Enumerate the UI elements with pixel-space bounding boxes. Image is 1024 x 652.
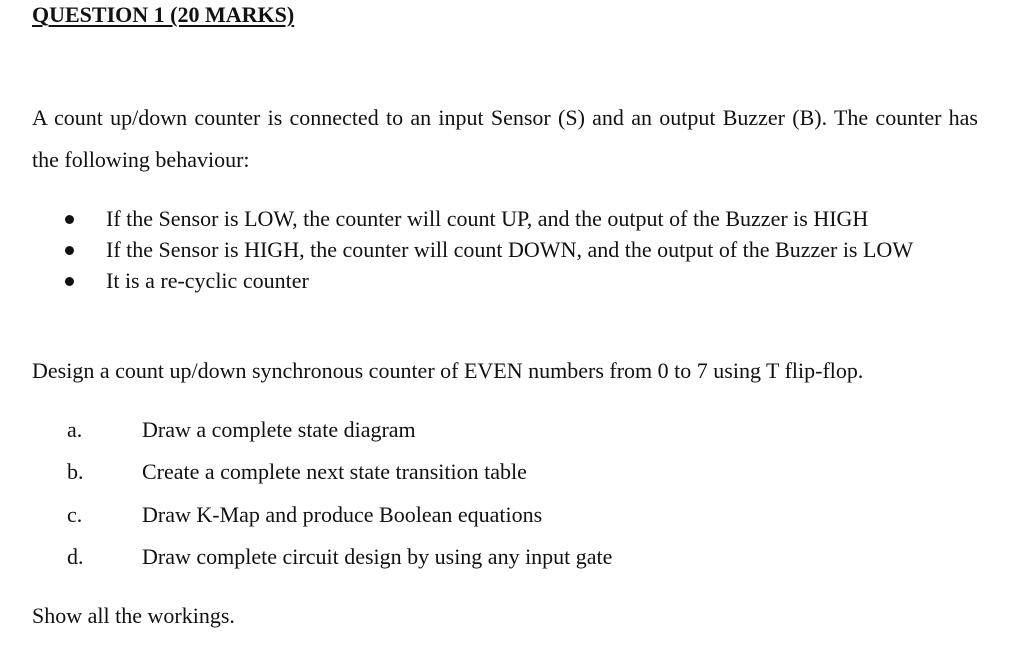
behaviour-item	[0, 203, 966, 234]
question-heading: QUESTION 1 (20 MARKS)	[32, 2, 295, 27]
bullet-icon	[65, 277, 74, 286]
bullet-icon	[65, 246, 74, 255]
design-instruction: Design a count up/down synchronous counter of EVEN numbers from 0 to 7 using T flip-flop.	[32, 358, 864, 383]
task-letter: d.	[67, 544, 84, 569]
task-letter: b.	[67, 459, 84, 484]
behaviour-text: It is a re-cyclic counter	[106, 268, 309, 293]
task-text: Draw a complete state diagram	[142, 417, 416, 442]
behaviour-list	[0, 203, 1024, 296]
task-text: Draw complete circuit design by using any input gate	[142, 544, 613, 569]
task-letter: a.	[67, 417, 83, 442]
behaviour-text: If the Sensor is LOW, the counter will count UP, and the output of the Buzzer is HIGH	[106, 206, 869, 231]
behaviour-text: If the Sensor is HIGH, the counter will count DOWN, and the output of the Buzzer is LOW	[106, 237, 914, 262]
intro-paragraph: A count up/down counter is connected to an input Sensor (S) and an output Buzzer (B). The counter has the following behaviour:	[32, 105, 978, 172]
footer-note: Show all the workings.	[32, 603, 235, 628]
task-text: Create a complete next state transition table	[142, 459, 527, 484]
behaviour-item	[0, 265, 966, 296]
task-letter: c.	[67, 502, 83, 527]
bullet-icon	[65, 215, 74, 224]
task-text: Draw K-Map and produce Boolean equations	[142, 502, 543, 527]
behaviour-item	[0, 234, 966, 265]
